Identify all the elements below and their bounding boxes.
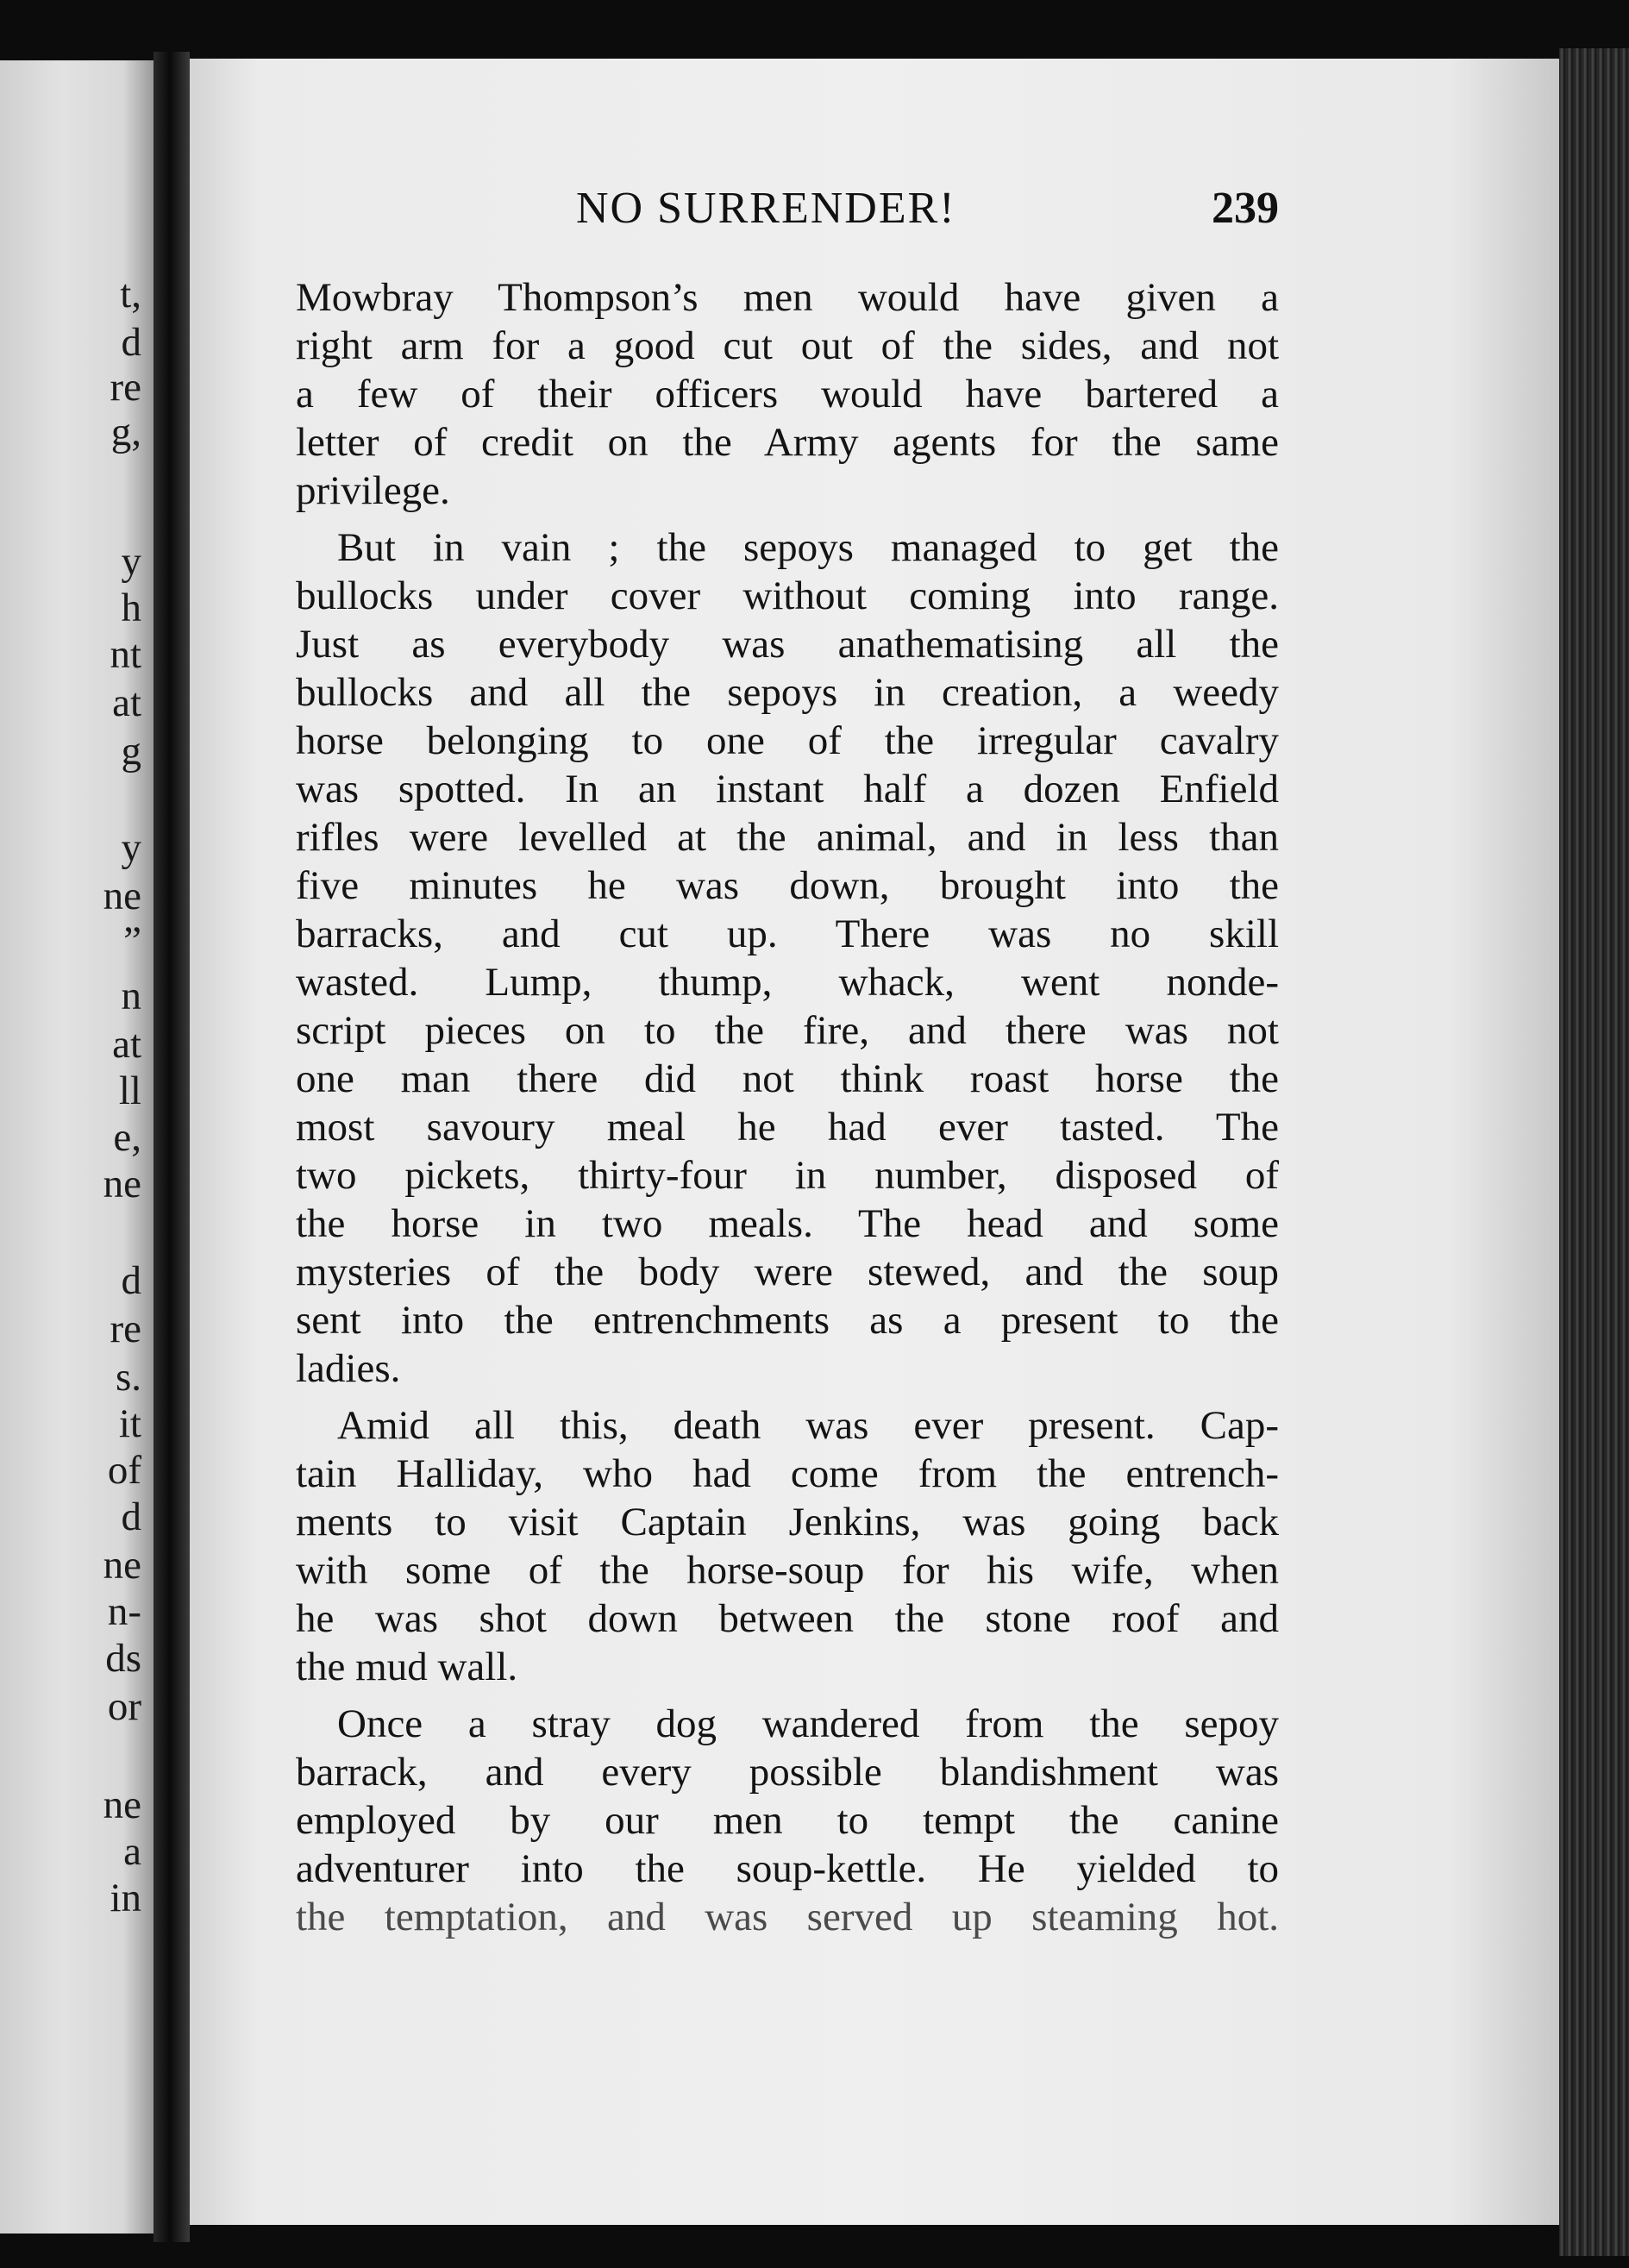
fragment: a <box>123 1829 141 1874</box>
text-line: sent into the entrenchments as a present to the <box>296 1298 1279 1343</box>
text-line: horse belonging to one of the irregular cavalry <box>296 718 1279 763</box>
fragment: y <box>121 825 141 870</box>
text-line: Once a stray dog wandered from the sepoy <box>337 1701 1279 1746</box>
text-line: two pickets, thirty-four in number, disposed of <box>296 1153 1279 1198</box>
page-block-edge <box>1559 48 1629 2256</box>
fragment: n- <box>107 1589 141 1634</box>
fragment: ne <box>103 1543 141 1588</box>
text-line: adventurer into the soup-kettle. He yielded to <box>296 1846 1279 1891</box>
text-line: the mud wall. <box>296 1645 518 1689</box>
text-line: But in vain ; the sepoys managed to get the <box>337 525 1279 570</box>
text-line: the horse in two meals. The head and some <box>296 1201 1279 1246</box>
fragment: at <box>112 680 141 725</box>
text-line: letter of credit on the Army agents for the same <box>296 420 1279 465</box>
text-line: one man there did not think roast horse the <box>296 1056 1279 1101</box>
fragment: ne <box>103 874 141 918</box>
fragment: ds <box>105 1636 141 1681</box>
fragment: re <box>110 1306 141 1351</box>
fragment: d <box>121 1258 141 1303</box>
text-line: tain Halliday, who had come from the entrench- <box>296 1451 1279 1496</box>
previous-page-edge <box>0 60 154 2234</box>
text-line: a few of their officers would have bartered a <box>296 372 1279 417</box>
text-line: the temptation, and was served up steaming hot. <box>296 1895 1279 1939</box>
fragment: g, <box>110 410 141 454</box>
text-line: script pieces on to the fire, and there was not <box>296 1008 1279 1053</box>
fragment: h <box>121 586 141 630</box>
text-line: ments to visit Captain Jenkins, was going back <box>296 1500 1279 1544</box>
text-line: Mowbray Thompson’s men would have given a <box>296 275 1279 320</box>
text-line: Amid all this, death was ever present. Cap- <box>337 1403 1279 1448</box>
text-line: was spotted. In an instant half a dozen Enfield <box>296 767 1279 811</box>
text-line: with some of the horse-soup for his wife, when <box>296 1548 1279 1593</box>
fragment: ll <box>118 1068 141 1113</box>
fragment: y <box>121 539 141 584</box>
fragment: or <box>107 1684 141 1729</box>
fragment: s. <box>115 1355 141 1400</box>
text-line: privilege. <box>296 468 450 513</box>
text-line: Just as everybody was anathematising all the <box>296 622 1279 667</box>
fragment: ” <box>123 918 141 963</box>
text-line: right arm for a good cut out of the sides, and not <box>296 323 1279 368</box>
text-line: barracks, and cut up. There was no skill <box>296 912 1279 956</box>
book-gutter <box>154 52 190 2242</box>
text-line: mysteries of the body were stewed, and the soup <box>296 1250 1279 1294</box>
text-line: he was shot down between the stone roof and <box>296 1596 1279 1641</box>
fragment: nt <box>110 632 141 677</box>
page-number: 239 <box>1212 184 1279 233</box>
fragment: t, <box>120 272 141 316</box>
fragment: g <box>121 729 141 774</box>
fragment: re <box>110 365 141 410</box>
text-line: most savoury meal he had ever tasted. The <box>296 1105 1279 1150</box>
fragment: in <box>110 1876 141 1920</box>
fragment: e, <box>113 1115 141 1160</box>
text-line: five minutes he was down, brought into the <box>296 863 1279 908</box>
text-line: bullocks and all the sepoys in creation, a weedy <box>296 670 1279 715</box>
text-line: employed by our men to tempt the canine <box>296 1798 1279 1843</box>
running-head: NO SURRENDER! <box>576 184 956 233</box>
fragment: it <box>118 1401 141 1446</box>
text-line: barrack, and every possible blandishment was <box>296 1750 1279 1795</box>
fragment: n <box>121 974 141 1018</box>
fragment: d <box>121 1494 141 1539</box>
fragment: ne <box>103 1162 141 1206</box>
fragment: of <box>107 1448 141 1493</box>
fragment: ne <box>103 1782 141 1827</box>
fragment: at <box>112 1022 141 1067</box>
text-line: wasted. Lump, thump, whack, went nonde- <box>296 960 1279 1005</box>
fragment: d <box>121 320 141 365</box>
text-line: ladies. <box>296 1346 401 1391</box>
text-line: rifles were levelled at the animal, and in less than <box>296 815 1279 860</box>
text-line: bullocks under cover without coming into range. <box>296 573 1279 618</box>
